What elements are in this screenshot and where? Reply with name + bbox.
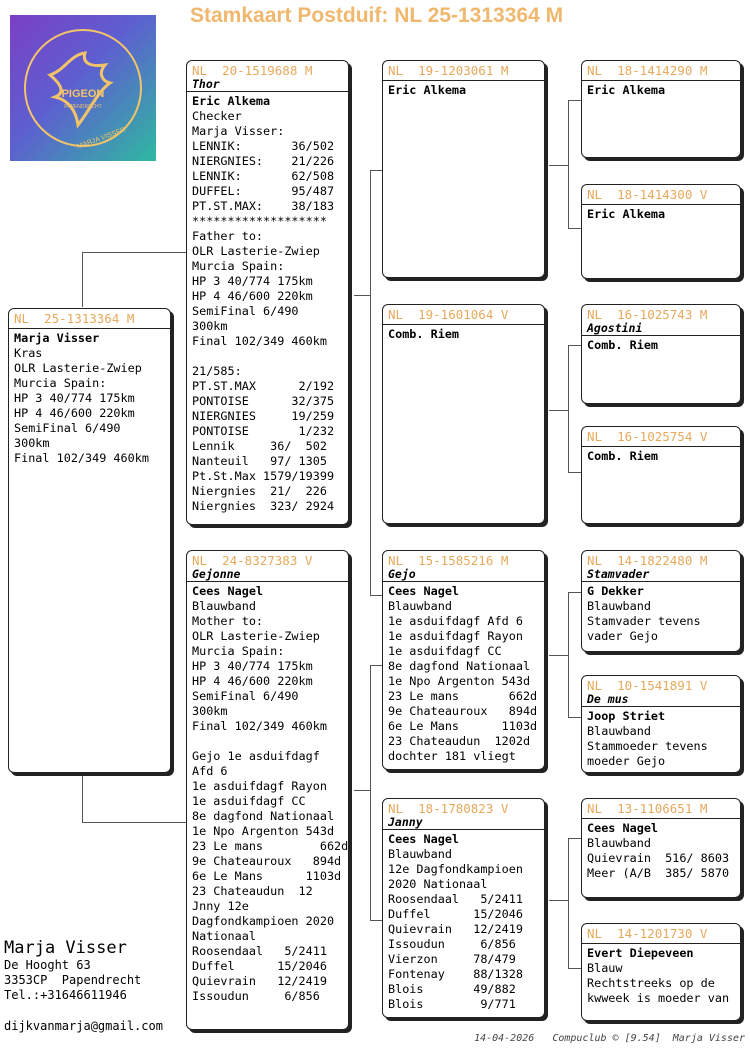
card-details <box>582 81 740 100</box>
logo-mid-text: PAPENDRECHT <box>64 104 102 110</box>
detail-line: NIERGNIES: 21/226 <box>192 154 335 168</box>
detail-line: Eric Alkema <box>587 83 666 97</box>
pedigree-card-father[interactable] <box>186 60 349 525</box>
pigeon-name: Stamvader <box>582 568 740 582</box>
detail-line: 1e asduifdagf Rayon <box>388 629 523 643</box>
owner-info <box>4 938 141 1003</box>
detail-line: 1e asduifdagf Rayon <box>192 779 327 793</box>
detail-line: Duffel 15/2046 <box>388 907 523 921</box>
detail-line: Blauwband <box>388 599 452 613</box>
detail-line: Dagfondkampioen 2020 <box>192 914 335 928</box>
detail-line: 1e asduifdagf CC <box>388 644 502 658</box>
card-details <box>383 325 544 344</box>
owner-street: De Hooght 63 <box>4 958 91 972</box>
card-details <box>582 447 740 466</box>
detail-line: moeder Gejo <box>587 754 666 768</box>
card-details <box>582 819 740 883</box>
detail-line: Murcia Spain: <box>192 259 285 273</box>
detail-line: SemiFinal 6/490 <box>14 421 121 435</box>
detail-line: HP 3 40/774 175km <box>192 659 313 673</box>
detail-line: 1e asduifdagf Afd 6 <box>388 614 523 628</box>
detail-line: Jnny 12e <box>192 899 249 913</box>
card-details <box>582 582 740 646</box>
detail-line: Issoudun 6/856 <box>192 989 320 1003</box>
detail-line: 12e Dagfondkampioen <box>388 862 523 876</box>
pedigree-card-mfm[interactable] <box>581 675 741 773</box>
detail-line: Mother to: <box>192 614 264 628</box>
pedigree-card-mm[interactable] <box>382 798 545 1018</box>
ring-number: NL 15-1585216 M <box>388 553 509 568</box>
detail-line: 9e Chateauroux 894d <box>192 854 342 868</box>
ring-number: NL 25-1313364 M <box>14 311 135 326</box>
detail-line: Quievrain 12/2419 <box>388 922 523 936</box>
detail-line: Father to: <box>192 229 264 243</box>
pigeon-name: Agostini <box>582 322 740 336</box>
detail-line: Roosendaal 5/2411 <box>192 944 327 958</box>
detail-line: Pt.St.Max 1579/19399 <box>192 469 335 483</box>
pedigree-card-fff[interactable] <box>581 60 741 158</box>
detail-line: Murcia Spain: <box>14 376 107 390</box>
owner-phone: Tel.:+31646611946 <box>4 988 127 1002</box>
ring-number: NL 13-1106651 M <box>587 801 708 816</box>
detail-line: PT.ST.MAX: 38/183 <box>192 199 335 213</box>
pedigree-card-mmm[interactable] <box>581 923 741 1021</box>
detail-line: Cees Nagel <box>587 821 659 835</box>
logo-top-text: PIGEON <box>61 88 105 100</box>
detail-line: dochter 181 vliegt <box>388 749 516 763</box>
detail-line: Quievrain 516/ 8603 <box>587 851 730 865</box>
detail-line: Eric Alkema <box>587 207 666 221</box>
detail-line: Stamvader tevens <box>587 614 701 628</box>
detail-line: Rechtstreeks op de <box>587 976 715 990</box>
pigeon-name: Gejonne <box>187 568 348 582</box>
detail-line: Niergnies 21/ 226 <box>192 484 327 498</box>
ring-number: NL 19-1601064 V <box>388 307 509 322</box>
card-details <box>383 830 544 1014</box>
detail-line: 23 Chateaudun 12 <box>192 884 313 898</box>
detail-line: Comb. Riem <box>587 338 659 352</box>
detail-line: Checker <box>192 109 242 123</box>
detail-line: G Dekker <box>587 584 644 598</box>
owner-city: 3353CP Papendrecht <box>4 973 142 987</box>
detail-line: HP 3 40/774 175km <box>14 391 135 405</box>
detail-line: OLR Lasterie-Zwiep <box>192 244 320 258</box>
card-details <box>383 582 544 766</box>
detail-line: 23 Le mans 662d <box>192 839 349 853</box>
detail-line: 23 Chateaudun 1202d <box>388 734 531 748</box>
ring-number: NL 14-1201730 V <box>587 926 708 941</box>
detail-line: HP 4 46/600 220km <box>192 674 313 688</box>
detail-line: Blauwband <box>192 599 256 613</box>
pedigree-card-ff[interactable] <box>382 60 545 278</box>
detail-line: 9e Chateauroux 894d <box>388 704 538 718</box>
detail-line: Kras <box>14 346 43 360</box>
footer <box>474 1033 745 1044</box>
detail-line: SemiFinal 6/490 <box>192 304 299 318</box>
detail-line: Marja Visser <box>14 331 100 345</box>
detail-line: Joop Striet <box>587 709 666 723</box>
card-details <box>187 582 348 1006</box>
pigeon-name: Thor <box>187 78 348 92</box>
pedigree-card-subject[interactable] <box>8 308 171 773</box>
card-details <box>383 81 544 100</box>
detail-line: OLR Lasterie-Zwiep <box>192 629 320 643</box>
detail-line: 6e Le Mans 1103d <box>192 869 342 883</box>
detail-line: Eric Alkema <box>192 94 271 108</box>
ring-number: NL 20-1519688 M <box>192 63 313 78</box>
detail-line: Blois 9/771 <box>388 997 516 1011</box>
detail-line: HP 3 40/774 175km <box>192 274 313 288</box>
detail-line <box>192 349 343 364</box>
detail-line: Blauwband <box>587 836 651 850</box>
detail-line: 300km <box>192 704 228 718</box>
detail-line: 1e Npo Argenton 543d <box>192 824 335 838</box>
ring-number: NL 10-1541891 V <box>587 678 708 693</box>
ring-number: NL 18-1780823 V <box>388 801 509 816</box>
pigeon-logo <box>10 15 156 161</box>
detail-line: OLR Lasterie-Zwiep <box>14 361 142 375</box>
detail-line: Lennik 36/ 502 <box>192 439 327 453</box>
detail-line: Final 102/349 460km <box>192 334 327 348</box>
detail-line: Blauwband <box>587 599 651 613</box>
pedigree-card-mff[interactable] <box>581 550 741 652</box>
detail-line: Nationaal <box>192 929 256 943</box>
detail-line <box>192 734 343 749</box>
ring-number: NL 19-1203061 M <box>388 63 509 78</box>
detail-line: Final 102/349 460km <box>14 451 149 465</box>
ring-number: NL 14-1822480 M <box>587 553 708 568</box>
detail-line: Afd 6 <box>192 764 228 778</box>
detail-line: Blauwband <box>587 724 651 738</box>
ring-number: NL 18-1414290 M <box>587 63 708 78</box>
detail-line: ******************* <box>192 214 327 228</box>
detail-line: Gejo 1e asduifdagf <box>192 749 320 763</box>
detail-line: LENNIK: 62/508 <box>192 169 335 183</box>
detail-line: PONTOISE 1/232 <box>192 424 335 438</box>
pedigree-card-fm[interactable] <box>382 304 545 524</box>
detail-line: DUFFEL: 95/487 <box>192 184 335 198</box>
owner-name: Marja Visser <box>4 938 127 958</box>
detail-line: 2020 Nationaal <box>388 877 488 891</box>
pigeon-name: Janny <box>383 816 544 830</box>
pedigree-card-ffm[interactable] <box>581 184 741 279</box>
ring-number: NL 16-1025743 M <box>587 307 708 322</box>
detail-line: Niergnies 323/ 2924 <box>192 499 335 513</box>
detail-line: Comb. Riem <box>388 327 460 341</box>
detail-line: LENNIK: 36/502 <box>192 139 335 153</box>
pedigree-card-fmf[interactable] <box>581 304 741 404</box>
detail-line: Blauwband <box>388 847 452 861</box>
detail-line: PONTOISE 32/375 <box>192 394 335 408</box>
detail-line: Final 102/349 460km <box>192 719 327 733</box>
detail-line: Marja Visser: <box>192 124 285 138</box>
owner-email[interactable]: dijkvanmarja@gmail.com <box>4 1019 163 1033</box>
detail-line: Duffel 15/2046 <box>192 959 327 973</box>
detail-line: Blois 49/882 <box>388 982 516 996</box>
card-details <box>582 205 740 224</box>
software-credit: Compuclub © [9.54] Marja Visser <box>552 1033 745 1044</box>
detail-line: Comb. Riem <box>587 449 659 463</box>
detail-line: Stammoeder tevens <box>587 739 708 753</box>
detail-line: Roosendaal 5/2411 <box>388 892 523 906</box>
detail-line: vader Gejo <box>587 629 659 643</box>
detail-line: Eric Alkema <box>388 83 467 97</box>
ring-number: NL 24-8327383 V <box>192 553 313 568</box>
detail-line: 23 Le mans 662d <box>388 689 538 703</box>
detail-line: 6e Le Mans 1103d <box>388 719 538 733</box>
detail-line: 300km <box>14 436 50 450</box>
detail-line: Cees Nagel <box>388 584 460 598</box>
detail-line: Fontenay 88/1328 <box>388 967 523 981</box>
pigeon-name: Gejo <box>383 568 544 582</box>
detail-line: Cees Nagel <box>388 832 460 846</box>
detail-line: Nanteuil 97/ 1305 <box>192 454 327 468</box>
print-date: 14-04-2026 <box>474 1033 535 1044</box>
detail-line: Meer (A/B 385/ 5870 <box>587 866 730 880</box>
detail-line: 21/585: <box>192 364 242 378</box>
pedigree-card-fmm[interactable] <box>581 426 741 524</box>
ring-number: NL 16-1025754 V <box>587 429 708 444</box>
detail-line: 1e asduifdagf CC <box>192 794 306 808</box>
detail-line: NIERGNIES 19/259 <box>192 409 335 423</box>
pedigree-card-mf[interactable] <box>382 550 545 770</box>
detail-line: 300km <box>192 319 228 333</box>
detail-line: Vierzon 78/479 <box>388 952 516 966</box>
detail-line: Quievrain 12/2419 <box>192 974 327 988</box>
detail-line: Evert Diepeveen <box>587 946 694 960</box>
detail-line: Murcia Spain: <box>192 644 285 658</box>
detail-line: 8e dagfond Nationaal <box>192 809 335 823</box>
detail-line: Cees Nagel <box>192 584 264 598</box>
detail-line: PT.ST.MAX 2/192 <box>192 379 335 393</box>
detail-line: kwweek is moeder van <box>587 991 730 1005</box>
card-details <box>582 336 740 355</box>
ring-number: NL 18-1414300 V <box>587 187 708 202</box>
detail-line: 8e dagfond Nationaal <box>388 659 531 673</box>
detail-line: 1e Npo Argenton 543d <box>388 674 531 688</box>
pigeon-name: De mus <box>582 693 740 707</box>
detail-line: SemiFinal 6/490 <box>192 689 299 703</box>
page-title: Stamkaart Postduif: NL 25-1313364 M <box>190 4 564 27</box>
card-details <box>187 92 348 516</box>
pedigree-card-mmf[interactable] <box>581 798 741 898</box>
detail-line: Blauw <box>587 961 623 975</box>
detail-line: HP 4 46/600 220km <box>14 406 135 420</box>
pedigree-card-mother[interactable] <box>186 550 349 1030</box>
card-details <box>9 329 170 468</box>
card-details <box>582 944 740 1008</box>
logo-bottom-text: MARJA VISSER <box>76 126 127 151</box>
detail-line: HP 4 46/600 220km <box>192 289 313 303</box>
card-details <box>582 707 740 771</box>
detail-line: Issoudun 6/856 <box>388 937 516 951</box>
